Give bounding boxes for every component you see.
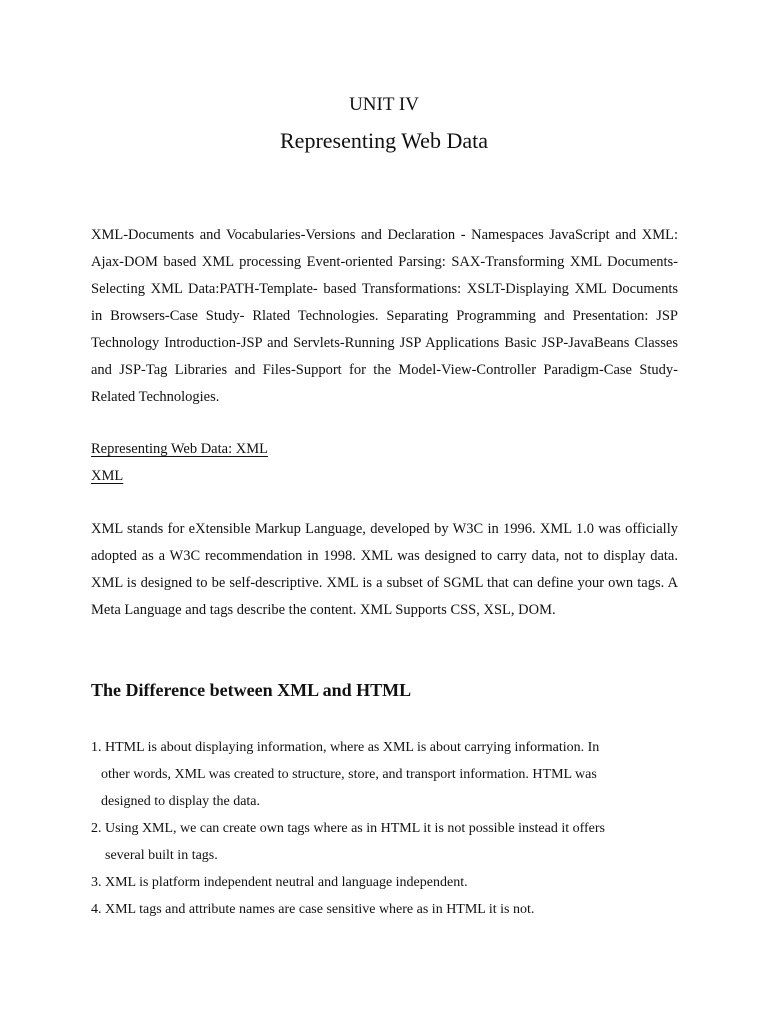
difference-heading: The Difference between XML and HTML bbox=[91, 680, 412, 700]
xml-intro-paragraph: XML stands for eXtensible Markup Language, developed by W3C in 1996. XML 1.0 was officially adopted as a W3C recommendation in 1998. XML was designed to carry data, not to display data. XML is designed to be self-descriptive. XML is a subset of SGML that can define your own tags. A Meta Language and tags describe the content. XML Supports CSS, XSL, DOM. bbox=[91, 521, 678, 618]
list-item bbox=[91, 815, 691, 869]
list-item bbox=[91, 734, 691, 815]
list-item-line: several built in tags. bbox=[105, 848, 218, 863]
list-item-line: 3. XML is platform independent neutral and language independent. bbox=[91, 875, 468, 890]
list-item-line: 2. Using XML, we can create own tags where as in HTML it is not possible instead it offers bbox=[91, 821, 606, 836]
list-item-line: designed to display the data. bbox=[101, 794, 261, 809]
section-subheading: Representing Web Data: XML bbox=[91, 441, 268, 457]
unit-title: UNIT IV bbox=[349, 94, 419, 115]
list-item-line: other words, XML was created to structure, store, and transport information. HTML was bbox=[101, 767, 597, 782]
page-title: Representing Web Data bbox=[280, 128, 488, 153]
list-item-line: 1. HTML is about displaying information, where as XML is about carrying information. In bbox=[91, 740, 600, 755]
list-item bbox=[91, 896, 691, 923]
topic-subheading: XML bbox=[91, 468, 124, 484]
difference-list bbox=[91, 734, 691, 923]
list-item-line: 4. XML tags and attribute names are case sensitive where as in HTML it is not. bbox=[91, 902, 535, 917]
list-item bbox=[91, 869, 691, 896]
syllabus-paragraph: XML-Documents and Vocabularies-Versions and Declaration - Namespaces JavaScript and XML: Ajax-DOM based XML processing Event-oriented Parsing: SAX-Transforming XML Documents-Selecting XML Data:PATH-Template- based Transformations: XSLT-Displaying XML Documents in Browsers-Case Study- Rlated Technologies. Separating Programming and Presentation: JSP Technology Introduction-JSP and Servlets-Running JSP Applications Basic JSP-JavaBeans Classes and JSP-Tag Libraries and Files-Support for the Model-View-Controller Paradigm-Case Study-Related Technologies. bbox=[91, 227, 678, 405]
